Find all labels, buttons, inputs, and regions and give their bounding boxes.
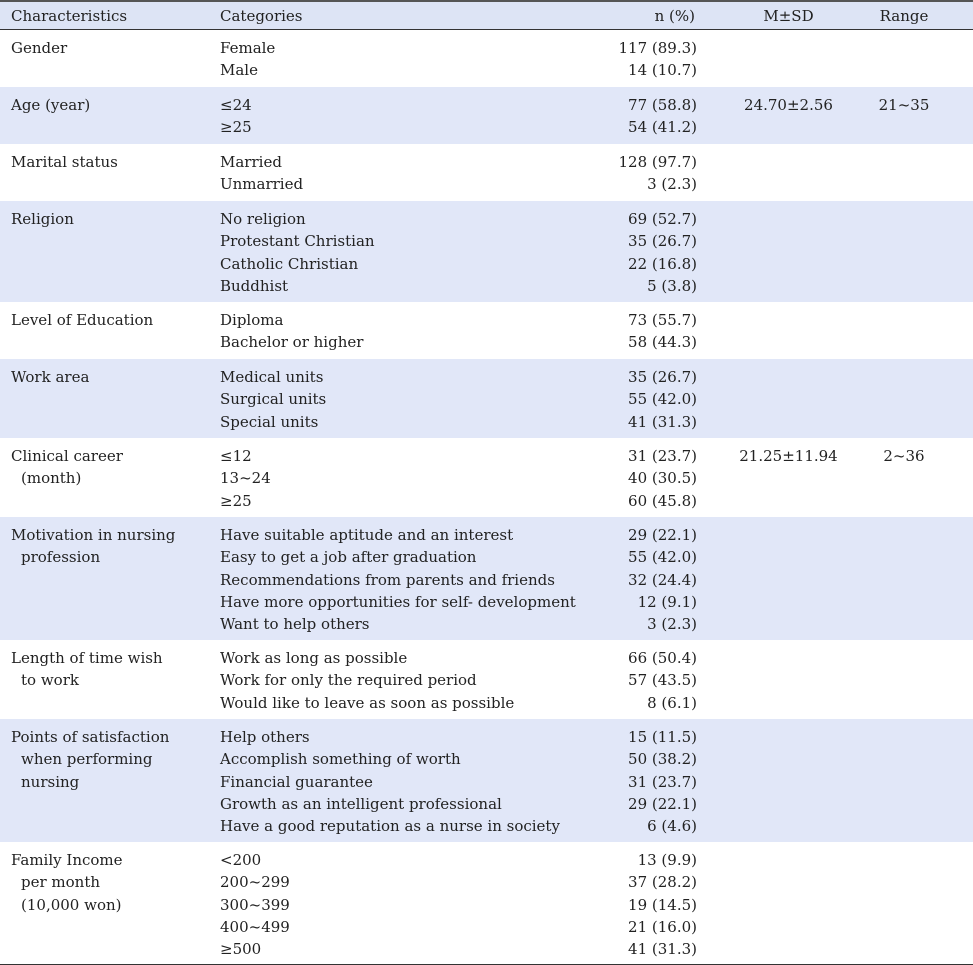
categories-cell <box>210 647 590 719</box>
category-label: Accomplish something of worth <box>220 750 461 769</box>
characteristic-label: Marital status <box>11 153 118 171</box>
category-label: Financial guarantee <box>220 772 373 791</box>
categories-cell <box>210 849 590 964</box>
characteristic-label: Motivation in nursing <box>11 526 176 544</box>
n-percent-value: 8 (6.1) <box>647 693 697 712</box>
n-percent-value: 41 (31.3) <box>628 940 697 959</box>
header-categories: Categories <box>220 6 303 25</box>
n-percent-value: 29 (22.1) <box>628 794 697 813</box>
range-cell: 2~36 <box>883 447 925 465</box>
category-label: Easy to get a job after graduation <box>220 548 477 567</box>
n-percent-value: 40 (30.5) <box>628 469 697 488</box>
category-label: Medical units <box>220 368 324 386</box>
characteristic-cell <box>0 366 210 438</box>
header-range: Range <box>879 6 929 25</box>
categories-cell <box>210 208 590 302</box>
n-percent-cell <box>590 524 712 640</box>
table-row <box>0 201 973 302</box>
table-row <box>0 640 973 719</box>
range-cell <box>865 208 943 302</box>
table-row <box>0 719 973 842</box>
n-percent-value: 32 (24.4) <box>628 570 697 589</box>
n-percent-cell <box>590 37 712 87</box>
n-percent-value: 3 (2.3) <box>647 615 697 634</box>
category-label: Male <box>220 61 258 80</box>
n-percent-value: 73 (55.7) <box>628 311 697 329</box>
table-row <box>0 359 973 438</box>
characteristic-cell <box>0 151 210 201</box>
n-percent-value: 12 (9.1) <box>637 592 697 611</box>
category-label: 13~24 <box>220 469 271 488</box>
table-row <box>0 842 973 965</box>
n-percent-value: 5 (3.8) <box>647 276 697 295</box>
n-percent-value: 13 (9.9) <box>637 851 697 869</box>
n-percent-cell <box>590 309 712 359</box>
characteristic-cell <box>0 208 210 302</box>
characteristic-cell <box>0 849 210 964</box>
n-percent-value: 54 (41.2) <box>628 118 697 137</box>
n-percent-value: 31 (23.7) <box>628 772 697 791</box>
range-cell <box>865 524 943 640</box>
category-label: Have more opportunities for self- development <box>220 592 576 611</box>
table-header <box>0 0 973 30</box>
n-percent-cell <box>590 445 712 517</box>
table-row <box>0 144 973 201</box>
category-label: Would like to leave as soon as possible <box>220 693 515 712</box>
range-cell <box>865 849 943 964</box>
category-label: Bachelor or higher <box>220 333 364 352</box>
categories-cell <box>210 524 590 640</box>
range-cell: 21~35 <box>878 96 930 114</box>
characteristic-cell <box>0 309 210 359</box>
category-label: No religion <box>220 210 306 228</box>
n-percent-value: 50 (38.2) <box>628 750 697 769</box>
header-characteristics: Characteristics <box>11 6 128 25</box>
category-label: Work as long as possible <box>220 649 408 667</box>
n-percent-value: 66 (50.4) <box>628 649 697 667</box>
characteristic-label: profession <box>21 548 101 567</box>
n-percent-value: 31 (23.7) <box>628 447 697 465</box>
range-cell <box>865 366 943 438</box>
category-label: Protestant Christian <box>220 232 375 251</box>
n-percent-value: 22 (16.8) <box>628 254 697 273</box>
characteristic-cell <box>0 37 210 87</box>
category-label: <200 <box>220 851 262 869</box>
category-label: Have a good reputation as a nurse in society <box>220 817 560 836</box>
characteristic-label: Clinical career <box>11 447 123 465</box>
characteristic-label: Family Income <box>11 851 123 869</box>
mean-sd-cell <box>712 309 865 359</box>
n-percent-value: 19 (14.5) <box>628 895 697 914</box>
mean-sd-cell <box>712 208 865 302</box>
characteristic-label: Length of time wish <box>11 649 163 667</box>
mean-sd-cell <box>712 849 865 964</box>
n-percent-cell <box>590 726 712 842</box>
mean-sd-cell: 21.25±11.94 <box>739 447 838 465</box>
category-label: 200~299 <box>220 873 290 892</box>
n-percent-value: 37 (28.2) <box>628 873 697 892</box>
category-label: Unmarried <box>220 175 304 194</box>
table-row <box>0 302 973 359</box>
category-label: ≥500 <box>220 940 262 959</box>
range-cell <box>865 647 943 719</box>
n-percent-value: 29 (22.1) <box>628 526 697 544</box>
category-label: Catholic Christian <box>220 254 359 273</box>
n-percent-value: 69 (52.7) <box>628 210 697 228</box>
n-percent-value: 15 (11.5) <box>628 728 697 746</box>
category-label: Diploma <box>220 311 284 329</box>
category-label: Female <box>220 39 276 57</box>
category-label: Buddhist <box>220 276 289 295</box>
characteristic-label: Gender <box>11 39 68 57</box>
header-n-percent: n (%) <box>654 6 695 25</box>
n-percent-value: 58 (44.3) <box>628 333 697 352</box>
table-body <box>0 30 973 965</box>
mean-sd-cell: 24.70±2.56 <box>744 96 833 114</box>
category-label: Work for only the required period <box>220 671 477 690</box>
range-cell <box>865 726 943 842</box>
category-label: Special units <box>220 412 319 431</box>
characteristic-label: to work <box>21 671 79 690</box>
n-percent-value: 57 (43.5) <box>628 671 697 690</box>
n-percent-value: 128 (97.7) <box>618 153 697 171</box>
characteristic-label: Points of satisfaction <box>11 728 170 746</box>
characteristic-label: (month) <box>21 469 82 488</box>
characteristic-cell <box>0 647 210 719</box>
n-percent-value: 35 (26.7) <box>628 232 697 251</box>
categories-cell <box>210 726 590 842</box>
characteristic-label: nursing <box>21 772 80 791</box>
characteristic-label: Religion <box>11 210 74 228</box>
characteristic-label: Level of Education <box>11 311 154 329</box>
n-percent-cell <box>590 849 712 964</box>
category-label: Surgical units <box>220 390 327 409</box>
category-label: ≤24 <box>220 96 252 114</box>
n-percent-value: 60 (45.8) <box>628 491 697 510</box>
table-row <box>0 30 973 87</box>
table-row <box>0 87 973 144</box>
category-label: Married <box>220 153 282 171</box>
mean-sd-cell <box>712 37 865 87</box>
category-label: Recommendations from parents and friends <box>220 570 555 589</box>
characteristic-cell <box>0 726 210 842</box>
characteristic-cell <box>0 445 210 517</box>
n-percent-value: 55 (42.0) <box>628 548 697 567</box>
category-label: 300~399 <box>220 895 290 914</box>
category-label: ≤12 <box>220 447 252 465</box>
categories-cell <box>210 445 590 517</box>
mean-sd-cell <box>712 151 865 201</box>
characteristic-label: Work area <box>11 368 90 386</box>
categories-cell <box>210 94 590 144</box>
header-mean-sd: M±SD <box>763 6 814 25</box>
category-label: Have suitable aptitude and an interest <box>220 526 514 544</box>
mean-sd-cell <box>712 366 865 438</box>
categories-cell <box>210 37 590 87</box>
category-label: Want to help others <box>220 615 370 634</box>
categories-cell <box>210 366 590 438</box>
range-cell <box>865 37 943 87</box>
n-percent-cell <box>590 647 712 719</box>
range-cell <box>865 151 943 201</box>
table-row <box>0 517 973 640</box>
mean-sd-cell <box>712 524 865 640</box>
n-percent-value: 3 (2.3) <box>647 175 697 194</box>
characteristic-cell <box>0 94 210 144</box>
n-percent-value: 55 (42.0) <box>628 390 697 409</box>
table-row <box>0 438 973 517</box>
characteristic-label: when performing <box>21 750 153 769</box>
n-percent-value: 41 (31.3) <box>628 412 697 431</box>
n-percent-cell <box>590 208 712 302</box>
characteristic-label: per month <box>21 873 101 892</box>
categories-cell <box>210 309 590 359</box>
mean-sd-cell <box>712 726 865 842</box>
categories-cell <box>210 151 590 201</box>
category-label: ≥25 <box>220 491 252 510</box>
characteristic-label: Age (year) <box>11 96 91 114</box>
n-percent-cell <box>590 366 712 438</box>
n-percent-value: 6 (4.6) <box>647 817 697 836</box>
mean-sd-cell <box>712 647 865 719</box>
range-cell <box>865 309 943 359</box>
characteristic-label: (10,000 won) <box>21 895 122 914</box>
n-percent-value: 14 (10.7) <box>628 61 697 80</box>
n-percent-value: 77 (58.8) <box>628 96 697 114</box>
n-percent-value: 117 (89.3) <box>618 39 697 57</box>
category-label: Growth as an intelligent professional <box>220 794 502 813</box>
category-label: ≥25 <box>220 118 252 137</box>
n-percent-value: 21 (16.0) <box>628 917 697 936</box>
category-label: Help others <box>220 728 310 746</box>
n-percent-cell <box>590 151 712 201</box>
n-percent-value: 35 (26.7) <box>628 368 697 386</box>
category-label: 400~499 <box>220 917 290 936</box>
n-percent-cell <box>590 94 712 144</box>
characteristic-cell <box>0 524 210 640</box>
